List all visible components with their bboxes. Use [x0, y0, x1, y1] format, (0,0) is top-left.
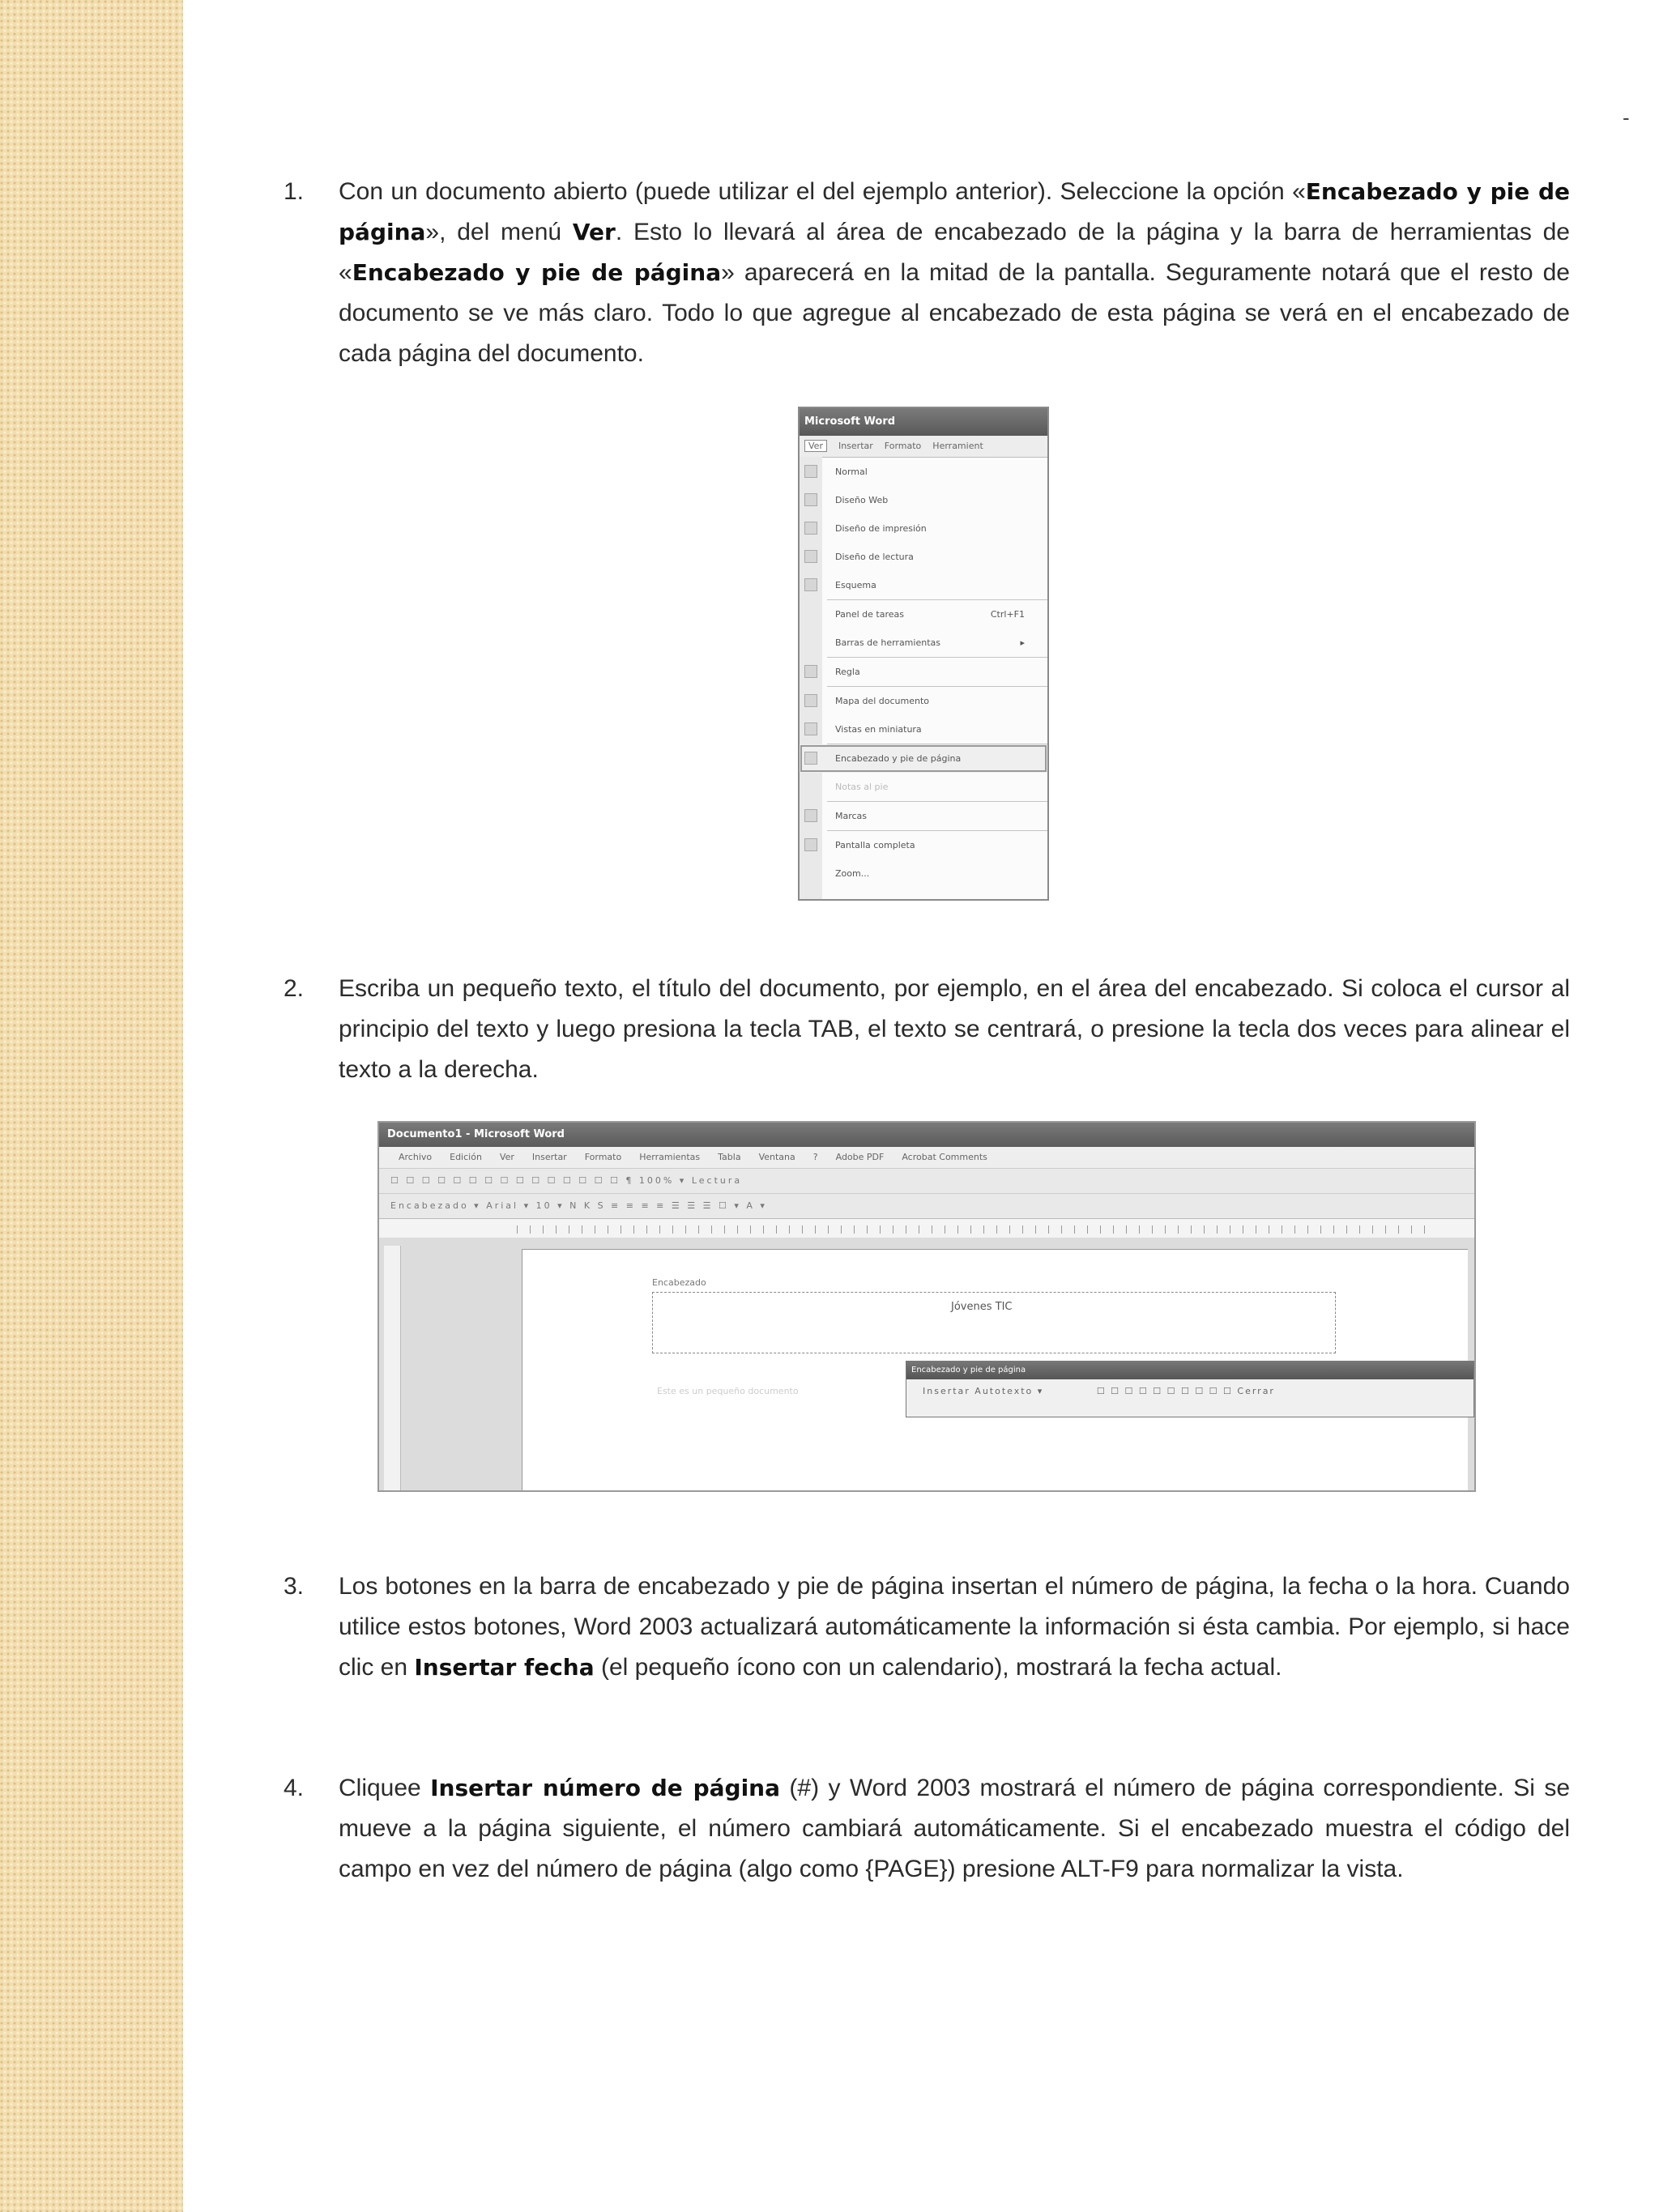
word-menubar-item: Tabla [718, 1152, 741, 1162]
corner-mark: - [1623, 105, 1630, 130]
menu-item [800, 831, 1047, 859]
header-label: Encabezado [652, 1277, 706, 1288]
word-menubar-item: Archivo [399, 1152, 433, 1162]
menu-item-shortcut: Ctrl+F1 [990, 609, 1025, 620]
menu-item-label: Pantalla completa [835, 840, 915, 850]
menu-item-label: Vistas en miniatura [835, 724, 922, 735]
header-text: Jóvenes TIC [951, 1301, 1013, 1313]
word-menubar-item: Insertar [531, 1152, 567, 1162]
menu-item-icon [804, 665, 817, 678]
text-run: (#) y Word 2003 mostrará el número de página correspondiente. Si se mueve a la página siguiente, el número cambiará automáticamente. Si el encabezado muestra el código del campo en vez del número de página (algo como {PAGE}) presione ALT-F9 para normalizar la vista. [339, 1775, 1571, 1882]
menu-item-label: Regla [835, 667, 860, 677]
header-footer-icons: ☐ ☐ ☐ ☐ ☐ ☐ ☐ ☐ ☐ ☐ Cerrar [1096, 1386, 1275, 1396]
text-run: Escriba un pequeño texto, el título del documento, por ejemplo, en el área del encabezado. Si coloca el cursor al principio del texto y luego presiona la tecla TAB, el texto se centrará, o presione la tecla dos veces para alinear el texto a la derecha. [339, 975, 1570, 1083]
text-run: (el pequeño ícono con un calendario), mostrará la fecha actual. [594, 1654, 1282, 1681]
item-number: 2. [284, 975, 305, 1002]
menu-bar [800, 436, 1047, 458]
word-menubar-item: Adobe PDF [835, 1152, 885, 1162]
word-menubar-item: Herramientas [639, 1152, 701, 1162]
text-run: » aparecerá en la mitad de la pantalla. Seguramente notará que el resto de documento se ve más claro. Todo lo que agregue al encabezado de esta página se verá en el encabezado de cada página del documento. [339, 259, 1570, 367]
vertical-ruler [384, 1246, 401, 1490]
menu-item-label: Barras de herramientas [835, 637, 940, 648]
word-menubar-item: Ver [499, 1152, 514, 1162]
menu-item-icon [804, 838, 817, 851]
menu-item-icon [804, 493, 817, 506]
word-menubar-item: ? [812, 1152, 818, 1162]
menu-item [800, 687, 1047, 715]
menu-item-icon [804, 809, 817, 822]
view-menu-screenshot [798, 407, 1049, 901]
menu-item [800, 773, 1047, 801]
menu-item [800, 514, 1047, 543]
menu-item [800, 658, 1047, 686]
word-window-title: Documento1 - Microsoft Word [379, 1123, 1474, 1147]
menubar-item: Formato [884, 441, 922, 451]
menu-item-label: Diseño de lectura [835, 552, 914, 562]
bold-term: Ver [572, 219, 616, 245]
item-1 [284, 172, 1570, 374]
insert-autotext-button: Insertar Autotexto ▾ [923, 1386, 1044, 1396]
menu-item [800, 744, 1047, 773]
word-menubar-item: Acrobat Comments [902, 1152, 987, 1162]
document-area [379, 1238, 1474, 1490]
header-footer-toolbar [906, 1361, 1474, 1417]
menu-item-label: Mapa del documento [835, 696, 929, 706]
menubar-item: Insertar [838, 441, 873, 451]
menubar-item: Herramient [932, 441, 983, 451]
menu-item-label: Diseño Web [835, 495, 889, 505]
menu-item-label: Diseño de impresión [835, 523, 927, 534]
bold-term: Insertar número de página [430, 1775, 780, 1801]
word-menubar-item: Edición [450, 1152, 482, 1162]
menu-item [800, 802, 1047, 830]
menu-item [800, 458, 1047, 486]
menu-item [800, 600, 1047, 629]
menu-item-icon [804, 722, 817, 735]
menu-item-label: Panel de tareas [835, 609, 904, 620]
header-footer-toolbar-title: Encabezado y pie de página [906, 1362, 1473, 1379]
bold-term: Encabezado y pie de página [352, 259, 722, 286]
item-text [339, 969, 1570, 1090]
menu-item-label: Zoom... [835, 868, 870, 879]
item-4 [284, 1768, 1570, 1890]
menu-item [800, 859, 1047, 888]
menu-item-label: Esquema [835, 580, 876, 590]
item-number: 4. [284, 1775, 305, 1801]
menu-item [800, 543, 1047, 571]
item-text [339, 172, 1570, 374]
word-menu-bar [379, 1147, 1474, 1168]
bold-term: Encabezado y pie de página [339, 178, 1570, 245]
menu-item-label: Notas al pie [835, 782, 889, 792]
menu-item-icon [804, 522, 817, 535]
text-run: Con un documento abierto (puede utilizar el del ejemplo anterior). Seleccione la opción « [339, 178, 1306, 205]
item-3 [284, 1566, 1570, 1688]
menu-item-icon [804, 578, 817, 591]
item-text [339, 1768, 1570, 1890]
format-toolbar: Encabezado ▾ Arial ▾ 10 ▾ N K S ≡ ≡ ≡ ≡ ☰ ☰ ☰ ☐ ▾ A ▾ [379, 1193, 1474, 1218]
text-run: Cliquee [339, 1775, 431, 1801]
menu-window-title: Microsoft Word [800, 408, 1047, 436]
menu-item-label: Normal [835, 467, 868, 477]
menu-item [800, 715, 1047, 744]
menu-item-label: Encabezado y pie de página [835, 753, 962, 764]
header-area [652, 1292, 1336, 1353]
item-number: 3. [284, 1573, 305, 1600]
view-menu-items [800, 458, 1047, 888]
standard-toolbar: ☐ ☐ ☐ ☐ ☐ ☐ ☐ ☐ ☐ ☐ ☐ ☐ ☐ ☐ ☐ ¶ 100% ▾ Lectura [379, 1168, 1474, 1193]
menu-item-icon [804, 752, 817, 765]
text-run: Los botones en la barra de encabezado y pie de página insertan el número de página, la fecha o la hora. Cuando utilice estos botones, Word 2003 actualizará automáticamente la información si ésta cambia. Por ejemplo, si hace clic en [339, 1573, 1570, 1681]
menu-item [800, 629, 1047, 657]
item-number: 1. [284, 178, 305, 205]
word-menubar-item: Formato [584, 1152, 622, 1162]
body-hint-text: Este es un pequeño documento [657, 1386, 799, 1396]
menu-item-icon [804, 465, 817, 478]
item-text [339, 1566, 1570, 1688]
text-run: », del menú [425, 219, 573, 245]
menu-item-icon [804, 694, 817, 707]
menu-item [800, 486, 1047, 514]
text-run: . Esto lo llevará al área de encabezado de la página y la barra de herramientas de « [339, 219, 1570, 286]
decorative-side-band [0, 0, 183, 2212]
item-2 [284, 969, 1570, 1090]
menu-item-icon [804, 550, 817, 563]
bold-term: Insertar fecha [414, 1654, 595, 1681]
menu-item-label: Marcas [835, 811, 868, 821]
word-menubar-item: Ventana [758, 1152, 795, 1162]
menubar-item: Ver [804, 440, 827, 452]
header-footer-toolbar-buttons [906, 1379, 1473, 1404]
word-window-screenshot [377, 1121, 1476, 1492]
menu-item-shortcut: ▸ [1020, 637, 1025, 648]
menu-item [800, 571, 1047, 599]
